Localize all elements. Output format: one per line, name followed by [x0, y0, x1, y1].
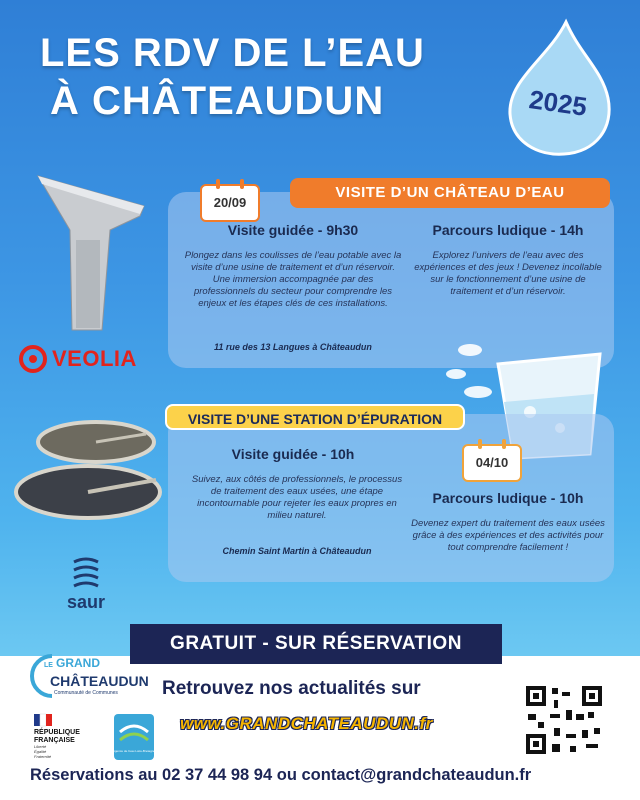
event2-left-text: Suivez, aux côtés de professionnels, le processus de traitement des eaux usées, une étape incontournable pour rejeter les eaux propres en milieu naturel. [191, 474, 403, 521]
treatment-basin-image [6, 414, 166, 524]
title-line-1: LES RDV DE L’EAU [40, 31, 425, 75]
gc-logo-sub: Communauté de Communes [54, 690, 118, 696]
gc-logo-name: CHÂTEAUDUN [50, 673, 149, 689]
water-tower-image [36, 170, 146, 335]
rf-line-2: FRANÇAISE [34, 737, 75, 744]
gc-logo-grand: GRAND [56, 656, 100, 670]
rf-motto-3: Fraternité [34, 754, 52, 759]
reservation-contact: Réservations au 02 37 44 98 94 ou contact@grandchateaudun.fr [30, 766, 532, 784]
veolia-icon [18, 344, 48, 374]
event1-date: 20/09 [200, 184, 260, 222]
rf-line-1: RÉPUBLIQUE [34, 729, 80, 736]
veolia-label: VEOLIA [52, 346, 137, 371]
event1-address: 11 rue des 13 Langues à Châteaudun [214, 342, 372, 352]
event1-banner: VISITE D’UN CHÂTEAU D’EAU [290, 178, 610, 208]
follow-news-text: Retrouvez nos actualités sur [162, 678, 421, 699]
veolia-logo [18, 344, 148, 374]
event2-banner: VISITE D’UNE STATION D’ÉPURATION [165, 404, 465, 430]
title-line-2: À CHÂTEAUDUN [50, 79, 385, 123]
ae-logo-label: Agence de l’eau Loire-Bretagne [112, 749, 156, 753]
event2-left-title: Visite guidée - 10h [231, 446, 355, 462]
year-label: 2025 [527, 84, 589, 122]
qr-code[interactable] [524, 684, 604, 756]
agence-eau-logo [112, 712, 156, 762]
event2-right-text: Devenez expert du traitement des eaux usées grâce à des expériences et des activités pour tout comprendre facilement ! [411, 518, 605, 553]
website-link[interactable]: www.GRANDCHATEAUDUN.fr [180, 714, 433, 733]
page-title [40, 30, 480, 126]
free-booking-banner: GRATUIT - SUR RÉSERVATION [130, 624, 502, 664]
event2-address: Chemin Saint Martin à Châteaudun [222, 546, 372, 556]
event2-date: 04/10 [462, 444, 522, 482]
rf-motto-2: Égalité [34, 749, 47, 754]
event1-right-title: Parcours ludique - 14h [432, 222, 584, 238]
gc-logo-le: LE [44, 662, 53, 669]
event2-right-title: Parcours ludique - 10h [432, 490, 584, 506]
saur-logo [56, 556, 116, 616]
grand-chateaudun-logo [30, 652, 150, 700]
event1-left-title: Visite guidée - 9h30 [227, 222, 359, 238]
rf-motto-1: Liberté [34, 744, 47, 749]
event1-right-text: Explorez l’univers de l’eau avec des expériences et des jeux ! Devenez incollable sur le fonctionnement d’une usine de traitement et d’un réservoir. [414, 250, 602, 297]
event1-left-text: Plongez dans les coulisses de l’eau potable avec la visite d’une usine de traitement et d’un réservoir. Une immersion accompagnée par des professionnels du secteur pour comprendre les enjeux et les étapes clés de ces installations. [184, 250, 402, 309]
saur-icon [56, 556, 116, 592]
republique-francaise-logo [30, 712, 110, 762]
saur-label: saur [66, 592, 106, 612]
water-drop-year [488, 18, 628, 158]
